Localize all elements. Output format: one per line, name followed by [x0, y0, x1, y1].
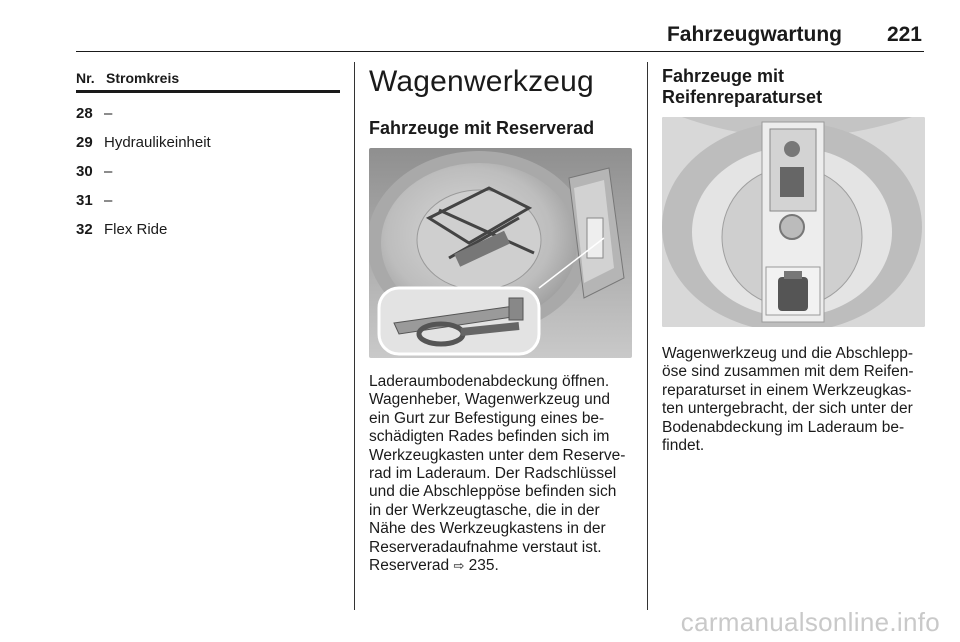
- subsection-title-tyre-repair-kit: [662, 66, 926, 108]
- text-line: rad im Laderaum. Der Radschlüssel: [369, 465, 617, 483]
- table-row: [76, 215, 340, 244]
- text-line: findet.: [662, 437, 705, 455]
- table-row: [76, 128, 340, 157]
- text-line: ein Gurt zur Befestigung eines be-: [369, 409, 605, 427]
- fuse-number: 30: [76, 163, 93, 180]
- tyre-repair-kit-illustration: [662, 117, 925, 327]
- fuse-table-header: [76, 66, 340, 90]
- text-line: ten untergebracht, der sich unter der: [662, 400, 913, 418]
- tyre-repair-kit-instructions: [662, 345, 932, 455]
- arrow-reference-icon: ⇨: [453, 559, 465, 575]
- running-header-title: Fahrzeugwartung: [666, 23, 842, 46]
- cross-reference[interactable]: [369, 557, 639, 576]
- spare-wheel-instructions: [369, 373, 639, 576]
- text-line: Wagenheber, Wagenwerkzeug und: [369, 391, 610, 409]
- table-row: [76, 99, 340, 128]
- text-line: Nähe des Werkzeugkastens in der: [369, 520, 606, 538]
- watermark: carmanualsonline.info: [680, 607, 940, 637]
- text-line: Wagenwerkzeug und die Abschlepp-: [662, 345, 914, 362]
- text-line: Werkzeugkasten unter dem Reserve-: [369, 446, 626, 464]
- fuse-number: 28: [76, 105, 93, 122]
- fuse-circuit: –: [104, 163, 113, 180]
- text-line: schädigten Rades befinden sich im: [369, 428, 610, 446]
- fuse-circuit: –: [104, 105, 113, 122]
- text-line: reparaturset in einem Werkzeugkas-: [662, 381, 912, 399]
- fuse-circuit: Flex Ride: [104, 221, 168, 238]
- table-row: [76, 157, 340, 186]
- fuse-table-header-rule: [76, 90, 340, 93]
- fuse-number: 29: [76, 134, 93, 151]
- text-line: in der Werkzeugtasche, die in der: [369, 501, 600, 519]
- text-line: Reserveradaufnahme verstaut ist.: [369, 538, 602, 556]
- right-column: [662, 66, 926, 108]
- subsection-title-line: Reifenreparaturset: [662, 87, 823, 107]
- column-header-circuit: Stromkreis: [106, 70, 180, 86]
- table-row: [76, 186, 340, 215]
- subsection-title-spare-wheel: Fahrzeuge mit Reserverad: [369, 118, 595, 138]
- column-divider-2: [647, 62, 648, 610]
- fuse-number: 32: [76, 221, 93, 238]
- spare-wheel-tools-illustration: [369, 148, 632, 358]
- fuse-circuit: Hydraulikeinheit: [104, 134, 211, 151]
- header-divider: [76, 51, 924, 52]
- column-header-nr: Nr.: [76, 70, 95, 86]
- section-title: Wagenwerkzeug: [369, 65, 594, 98]
- fuse-number: 31: [76, 192, 93, 209]
- tyre-repair-kit-drawing: [662, 117, 925, 327]
- fuse-circuit: –: [104, 192, 113, 209]
- reference-label: Reserverad: [369, 557, 450, 575]
- reference-page: 235.: [468, 557, 499, 575]
- text-line: Bodenabdeckung im Laderaum be-: [662, 418, 905, 436]
- fuse-table: [76, 66, 340, 244]
- middle-column: [369, 62, 633, 140]
- text-line: und die Abschleppöse befinden sich: [369, 483, 617, 501]
- column-divider-1: [354, 62, 355, 610]
- text-line: Laderaumbodenabdeckung öffnen.: [369, 373, 610, 390]
- page-number: 221: [886, 23, 922, 46]
- subsection-title-line: Fahrzeuge mit: [662, 66, 785, 86]
- text-line: öse sind zusammen mit dem Reifen-: [662, 363, 914, 381]
- spare-wheel-tools-drawing: [369, 148, 632, 358]
